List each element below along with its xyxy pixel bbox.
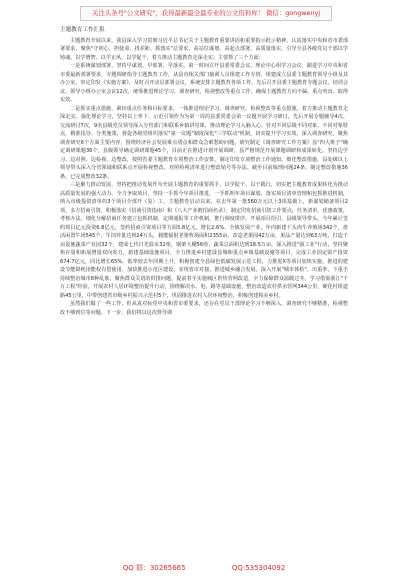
document-title: 主题教育工作汇报 [60, 27, 105, 33]
footer-contacts [0, 561, 408, 575]
paragraph-development: 三是聚力推动发展，坚持把推动发展作为开展主题教育的重要抓手，以学促干、以干践行，切实把主题教育成果转化为推动高质量发展的强大动力。全力争取项目，坚持一手抓今年项目推进，一手抓明年项目谋划，落实项目清单管理和包抓推进机制，纳入市级投资清单的3个项目全部开（复）工，主题教育启动以来，在去年第一批560万元以上3项基础上，新谋划储备项目2项，多方招商引资，积极落实《招商引资指南》和《八大产业链招商名录》，制定印发招商引资工作要点，任务清单，优惠政策，考核办法，细化分解招商任务建立包抓机制，定期通报等工作机制，推行调度排序，开展项目招引，县级领导带头，今年累计签约项目亿元投资6.8亿元，签约招商引资项目等方面5.8亿元。增长2.6%。全镇发展产业，年内新建千头肉牛养殖场342个，盘活闲置牛场545个，牛饲养量达到24万头，载能辐射老猪牧场面积2355亩，改造老果园42万亩，果品产量达到63万吨，打造千亩设施蔬菜产业园32个，建成七代日光温室32座，钢架大棚56座，蔬菜总面积达到18.5万亩。深入推进"强工业"行动，坚持聚焦存量和拓展增量双向发力，新建基础设施项目，全力推进乡村建设县城和重点乡镇基础设施等项目，完成工业固定资产投资674.7亿元，同比增长65%，低率较去年同期上升，积极创建全县绿色低碳发展示范工程，力推进X等项目加快实施，推进的建设节能降耗用能权有偿使用，加快推进示范区建设，实现省市对接，推进城乡融合发展。深入开展"城市体检"，出重拳，下重手持续整治城市8种乱象，聚焦群众关切的供排问题，提前着手实施城区供热管网改造，全力保障群众温暖过冬，学习借鉴浙江"千万工程"经验，开展农村人居环境整治提升行动，围绕解决水、电、路等基础设施，整治改造农村供水管网344公里，硬化村组道路45公里，中带创建省市级乡村振兴示范村5个，巩固推进农村人居环境整治，积极创建和美乡村。 [60, 182, 348, 299]
paragraph-intro: 主题教育开展以来，我县深入学习贯彻习近平总书记关于主题教育重要讲话和重要指示批示精神，认真落实中央和省市委部署要求，聚焦"守初心、担使命，找差距、抓落实"总要求，高站位谋划、高起点部署、高质量落实，引导全县各级党员干部以学铸魂、以学增智、以学正风、以学促干，着力推动主题教育走深走实。主要抓了三个方面： [60, 37, 348, 61]
footer-qq: QQ:535304092 [231, 564, 286, 572]
paragraph-measures: 二是抓实重点措施，紧扣重点任务和目标要求，一体推进理论学习、调查研究、检视整改等重点措施。着力推动主题教育走深走实。强化理论学习，坚持以上率下、示范引领作为为第一周的县委常委会第一议题开展学习研讨，先后开展专题辅导4次、交流研讨7次，9名县级党员领导深入分管部门和联系乡镇讲党课，推动理论学习入脑入心。针对不同层级不同对象、不同对象特点，精准指导、分类施策，督促各级党组织落实"第一议题"制度深化"三学联动"机制，切实提升学习实效。深入调查研究，聚焦调查研究6个方面主要内容，围绕经济社会发展难点堵点和群众急难愁盼问题，研究制定《调查研究工作方案》县"四大班子"确定调研课题36个，县级领导确定调研课题45个，目前正在推进计划开展调研，县严格规范开展课题调研和成果转化。坚持边学习、边对照、边检视、边整改，按照省委主题教育专项整治工作安排，制定印发专项整治工作通知，细化整改措施，县处级以上领导带头深入分管领域和联系点开展检视整改，对照检视清单进行整改销号等办法。截至目前梳理问题24条，制定整改措施36条，已完成整改32条。 [60, 105, 348, 180]
banner-text: 关注头条号"公文研究"，获得最新最全最专业的公文资料库！ 微信：gongwenyj [91, 9, 321, 17]
paragraph-shortcomings: 虽然我们做了一些工作，但从真对标党中央和省市委要求，还存在党员干部理论学习不够深入，调查研究不够精准，检视整改不够到位等问题。下一步，我们将以这次督导调 [60, 301, 348, 316]
top-banner [80, 6, 332, 21]
document-page [60, 26, 348, 317]
paragraph-planning: 一是系统谋划部署，坚持早谋划、早部署、早落实。第一时间召开县委常委会议、理论中心组学习会议，跟进学习中央和省市委最新部署要求，专题调研指导主题教育工作，从县直相关部门抽调人员组建工作专班，组建成立县委主题教育领导小组及其办公室，审定印发《实施方案》，及时召开动员部署会议，系统安排主题教育各项工作。先后召开县委主题教育专题会议，培训会议、领导小组办公室会议12次，统筹推进理论学习、调查研究、检视整改等重点工作，确保主题教育方向不偏、重点突出、取得实效。 [60, 63, 348, 103]
footer-qq-group: QQ 群：30265665 [122, 564, 186, 572]
